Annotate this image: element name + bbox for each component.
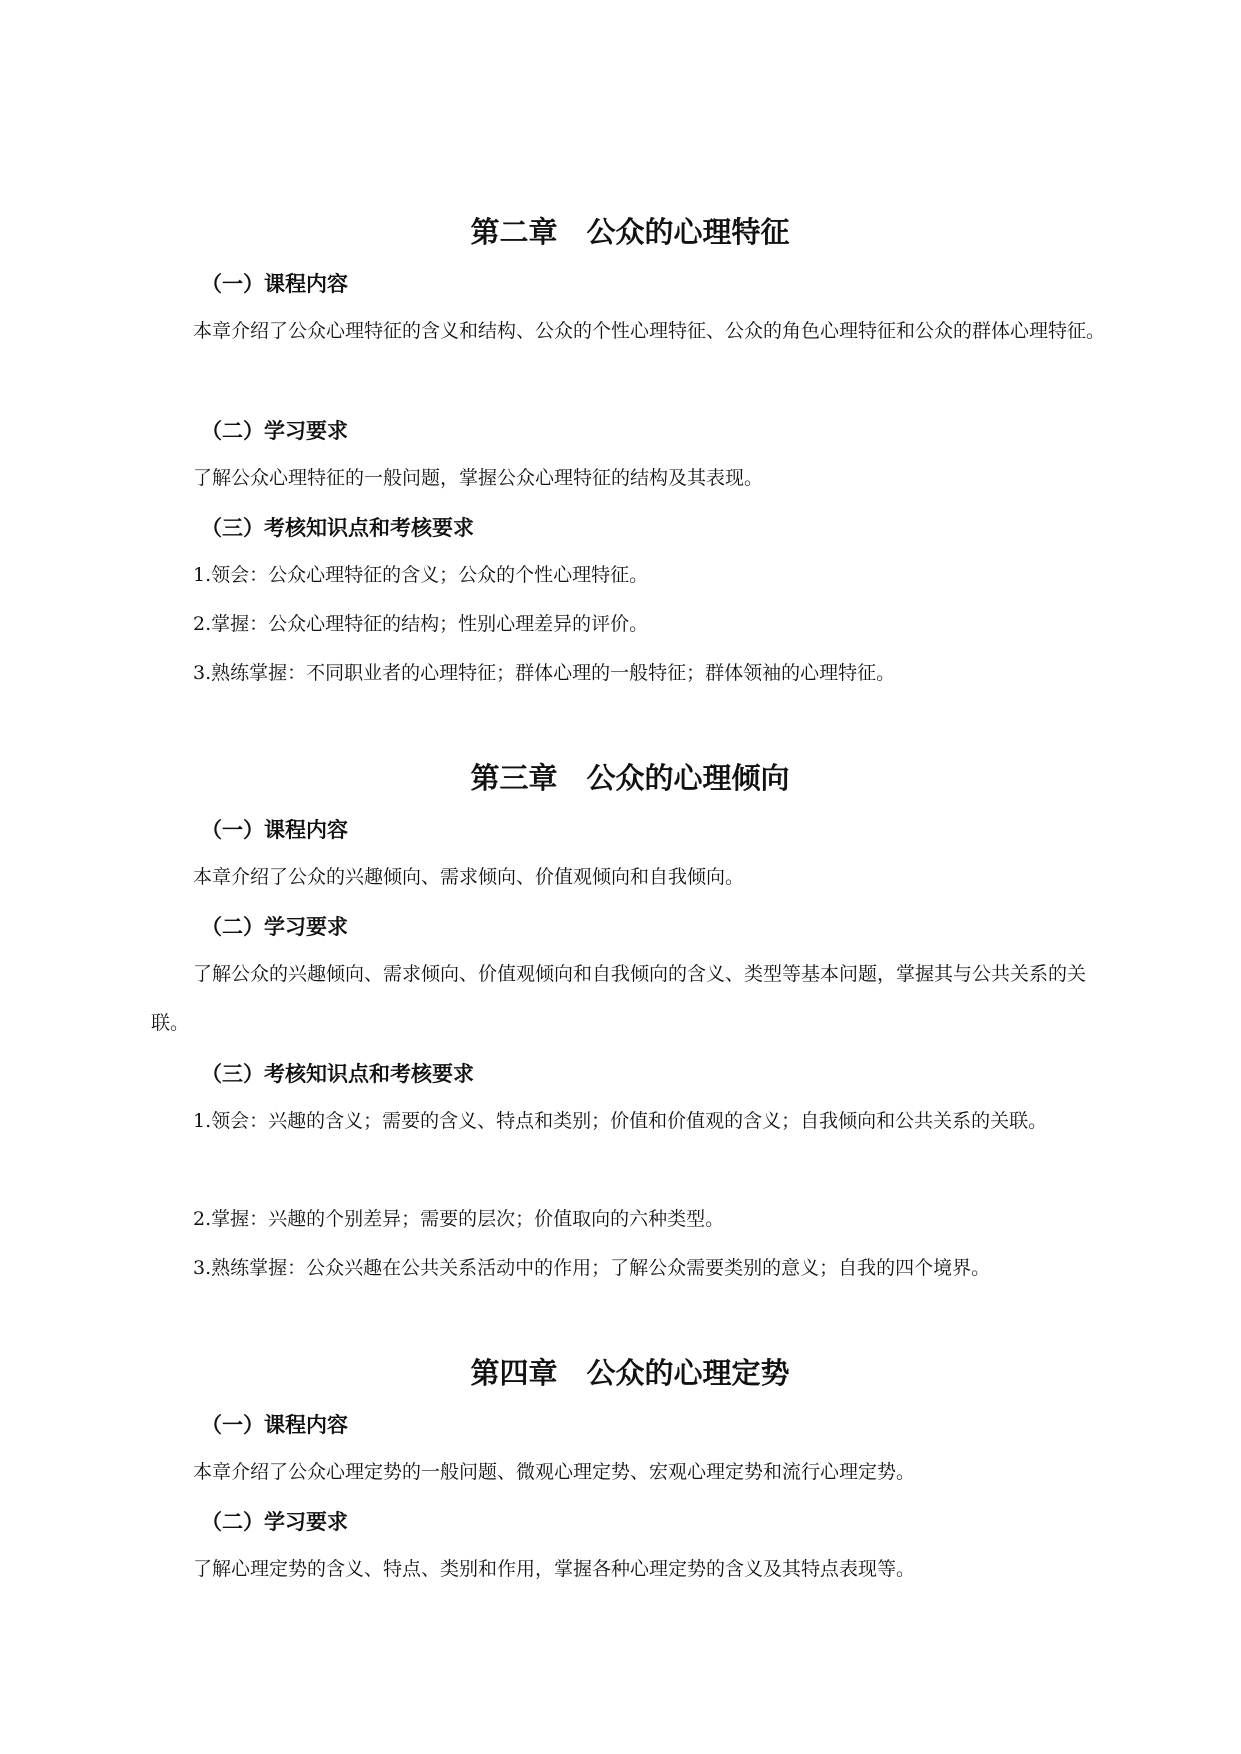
section-heading: （一）课程内容 bbox=[201, 818, 348, 842]
chapter-title: 第三章 公众的心理倾向 bbox=[470, 761, 790, 795]
paragraph: 本章介绍了公众心理定势的一般问题、微观心理定势、宏观心理定势和流行心理定势。 bbox=[193, 1461, 916, 1483]
paragraph: 3.熟练掌握：公众兴趣在公共关系活动中的作用；了解公众需要类别的意义；自我的四个境界。 bbox=[193, 1257, 991, 1279]
paragraph: 本章介绍了公众的兴趣倾向、需求倾向、价值观倾向和自我倾向。 bbox=[193, 866, 745, 888]
section-heading: （三）考核知识点和考核要求 bbox=[201, 516, 474, 540]
paragraph: 了解心理定势的含义、特点、类别和作用，掌握各种心理定势的含义及其特点表现等。 bbox=[193, 1558, 916, 1580]
paragraph: 本章介绍了公众心理特征的含义和结构、公众的个性心理特征、公众的角色心理特征和公众的群体心理特征。 bbox=[193, 320, 1106, 342]
paragraph: 3.熟练掌握：不同职业者的心理特征；群体心理的一般特征；群体领袖的心理特征。 bbox=[193, 662, 896, 684]
section-heading: （三）考核知识点和考核要求 bbox=[201, 1062, 474, 1086]
section-heading: （二）学习要求 bbox=[201, 1510, 348, 1534]
section-heading: （二）学习要求 bbox=[201, 419, 348, 443]
paragraph: 2.掌握：公众心理特征的结构；性别心理差异的评价。 bbox=[193, 613, 649, 635]
section-heading: （一）课程内容 bbox=[201, 1413, 348, 1437]
paragraph: 了解公众心理特征的一般问题，掌握公众心理特征的结构及其表现。 bbox=[193, 467, 764, 489]
paragraph: 1.领会：兴趣的含义；需要的含义、特点和类别；价值和价值观的含义；自我倾向和公共关系的关联。 bbox=[193, 1110, 1048, 1132]
section-heading: （一）课程内容 bbox=[201, 272, 348, 296]
section-heading: （二）学习要求 bbox=[201, 915, 348, 939]
paragraph: 1.领会：公众心理特征的含义；公众的个性心理特征。 bbox=[193, 564, 649, 586]
paragraph: 2.掌握：兴趣的个别差异；需要的层次；价值取向的六种类型。 bbox=[193, 1208, 725, 1230]
chapter-title: 第四章 公众的心理定势 bbox=[470, 1356, 790, 1390]
chapter-title: 第二章 公众的心理特征 bbox=[470, 215, 790, 249]
paragraph: 了解公众的兴趣倾向、需求倾向、价值观倾向和自我倾向的含义、类型等基本问题，掌握其与公共关系的关联。 bbox=[151, 963, 1087, 1034]
